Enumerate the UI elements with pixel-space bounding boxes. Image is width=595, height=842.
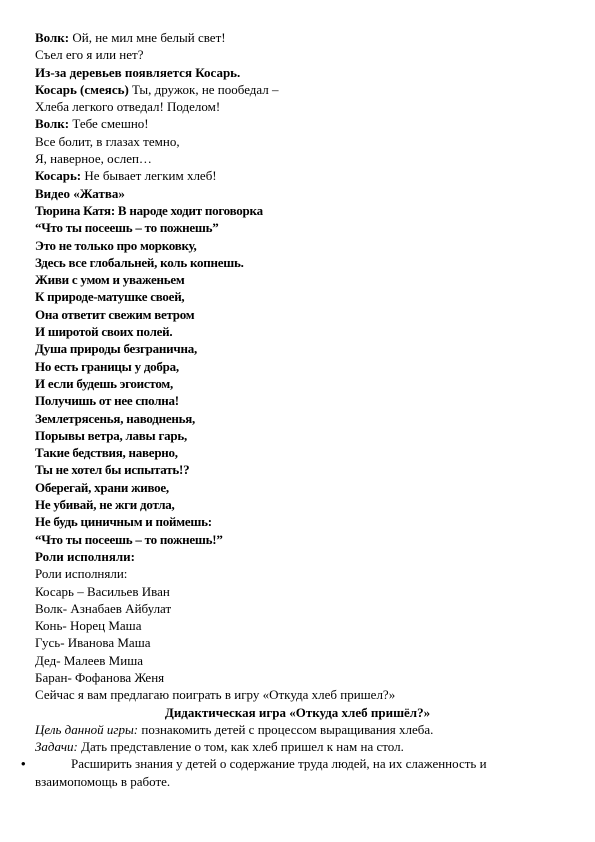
poem-line: “Что ты посеешь – то пожнешь!”	[35, 531, 223, 547]
cast-item: Косарь – Васильев Иван	[35, 583, 170, 599]
speaker-name: Косарь:	[35, 168, 82, 184]
video-heading	[35, 185, 560, 202]
cast-item: Баран- Фофанова Женя	[35, 669, 165, 685]
poem-line: Душа природы безгранична,	[35, 341, 197, 357]
poem-line: И если будешь эгоистом,	[35, 375, 174, 391]
cast-item: Дед- Малеев Миша	[35, 652, 143, 668]
bullet-icon: •	[21, 756, 26, 772]
poem-line: Ты не хотел бы испытать!?	[35, 462, 190, 478]
goal-label: Цель данной игры:	[35, 721, 139, 737]
dialogue-line	[35, 115, 560, 132]
poem-speaker: Тюрина Катя:	[35, 202, 115, 218]
goal-text: познакомить детей с процессом выращивания хлеба.	[138, 721, 434, 737]
line-text: Ты, дружок, не пообедал –	[128, 81, 279, 97]
poem-line: Это не только про морковку,	[35, 237, 197, 253]
cast-item: Конь- Норец Маша	[35, 618, 142, 634]
line-text: Тебе смешно!	[69, 116, 149, 132]
dialogue-line	[35, 167, 560, 184]
line-text: Все болит, в глазах темно,	[35, 133, 180, 149]
line-text: Хлеба легкого отведал! Поделом!	[35, 99, 221, 115]
tasks-label: Задачи:	[35, 739, 78, 755]
poem-line: И широтой своих полей.	[35, 324, 173, 340]
bullet-text-line2: взаимопомощь в работе.	[35, 773, 171, 789]
speaker-name: Волк:	[35, 30, 70, 45]
poem-line: “Что ты посеешь – то пожнешь”	[35, 220, 219, 236]
dialogue-line	[35, 98, 560, 115]
speaker-name: Косарь (смеясь)	[35, 81, 129, 97]
poem-line: Но есть границы у добра,	[35, 358, 179, 374]
poem-line: К природе-матушке своей,	[35, 289, 185, 305]
game-tasks	[35, 738, 560, 755]
poem-line: Не убивай, не жги дотла,	[35, 497, 175, 513]
poem-line: Землетрясенья, наводненья,	[35, 410, 195, 426]
roles-heading-bold: Роли исполняли:	[35, 548, 135, 564]
dialogue-line	[35, 150, 560, 167]
speaker-name: Волк:	[35, 116, 70, 132]
poem-line: Оберегай, храни живое,	[35, 479, 169, 495]
poem-line: Живи с умом и уваженьем	[35, 272, 185, 288]
dialogue-line	[35, 46, 560, 63]
poem-line: Она ответит свежим ветром	[35, 306, 195, 322]
bullet-item	[21, 755, 560, 772]
stage-direction	[35, 64, 560, 81]
game-goal	[35, 721, 560, 738]
video-title: Видео «Жатва»	[35, 185, 125, 201]
poem-line: Такие бедствия, наверно,	[35, 445, 178, 461]
dialogue-line	[35, 133, 560, 150]
stage-direction-text: Из-за деревьев появляется Косарь.	[35, 64, 241, 80]
tasks-text: Дать представление о том, как хлеб пришел к нам на стол.	[77, 739, 404, 755]
cast-item: Гусь- Иванова Маша	[35, 635, 151, 651]
dialogue-line	[35, 81, 560, 98]
game-offer: Сейчас я вам предлагаю поиграть в игру «Откуда хлеб пришел?»	[35, 687, 396, 703]
dialogue-line	[35, 29, 560, 46]
poem-line: Не будь циничным и поймешь:	[35, 514, 212, 530]
poem-line: Порывы ветра, лавы гарь,	[35, 427, 187, 443]
roles-heading: Роли исполняли:	[35, 566, 128, 582]
line-text: Я, наверное, ослеп…	[35, 151, 152, 167]
cast-item: Волк- Азнабаев Айбулат	[35, 600, 172, 616]
document-body	[21, 29, 560, 790]
game-title: Дидактическая игра «Откуда хлеб пришёл?»	[164, 704, 431, 720]
poem-first-line: В народе ходит поговорка	[114, 202, 263, 218]
poem-line	[35, 202, 560, 219]
bullet-text-line1: Расширить знания у детей о содержание труда людей, на их слаженность и	[71, 756, 487, 772]
line-text: Съел его я или нет?	[35, 47, 144, 63]
line-text: Не бывает легким хлеб!	[81, 168, 217, 184]
poem-line: Здесь все глобальней, коль копнешь.	[35, 254, 244, 270]
line-text: Ой, не мил мне белый свет!	[69, 30, 226, 45]
poem-line: Получишь от нее сполна!	[35, 393, 179, 409]
